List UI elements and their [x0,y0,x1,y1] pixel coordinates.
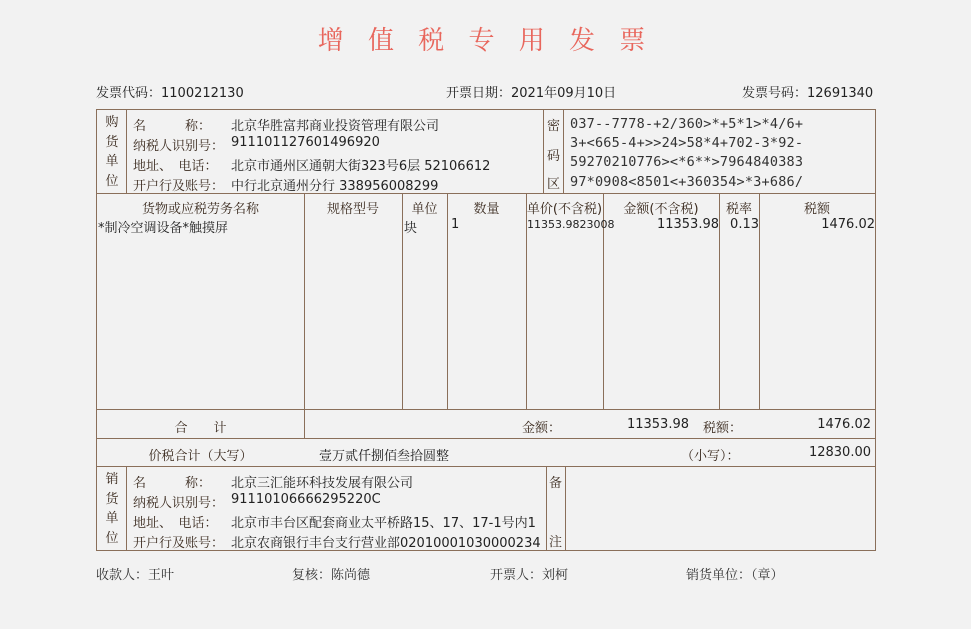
col-header-amount: 金额(不含税) [623,202,699,217]
seller-tax-id: 91110106666295220C [231,492,381,507]
buyer-address-label: 地址、 电话： [133,159,218,174]
seller-tax-id-label: 纳税人识别号： [133,496,225,511]
seller-side-label: 销 货 单 位 [105,472,119,546]
payee: 收款人：王叶 [96,568,175,583]
buyer-address: 北京市通州区通朝大街323号6层 52106612 [231,159,491,174]
item-name: *制冷空调设备*触摸屏 [98,221,229,236]
invoice-date: 开票日期：2021年09月10日 [446,86,617,101]
remark-label-1: 备 [549,476,563,491]
col-header-price: 单价(不含税) [526,202,603,217]
grand-total-small: 12830.00 [808,445,871,460]
buyer-tax-id: 911101127601496920 [231,135,380,150]
seller-seal: 销货单位：（章） [686,568,784,583]
cipher-line: 037--7778-+2/360>*+5*1>*4/6+ [570,116,804,132]
buyer-bank: 中行北京通州分行 338956008299 [231,179,439,194]
issuer: 开票人：刘柯 [490,568,569,583]
divider [543,110,544,193]
divider [563,110,564,193]
divider [97,409,875,410]
divider [447,193,448,409]
totals-tax: 1476.02 [817,417,871,432]
col-header-unit: 单位 [411,202,438,217]
remark-label-2: 注 [549,535,563,550]
item-rate: 0.13 [730,217,759,232]
totals-label: 合 计 [174,421,227,436]
cipher-label-2: 码 [547,149,561,164]
divider [304,193,305,438]
buyer-bank-label: 开户行及账号： [133,179,225,194]
buyer-side-label: 购 货 单 位 [105,115,119,189]
divider [97,466,875,467]
buyer-name-label: 名 称： [133,119,212,134]
divider [126,466,127,550]
divider [97,438,875,439]
col-header-qty: 数量 [473,202,500,217]
item-qty: 1 [451,217,460,232]
item-amount: 11353.98 [656,217,719,232]
invoice-number: 发票号码：12691340 [742,86,874,101]
invoice-table [96,109,876,551]
buyer-name: 北京华胜富邦商业投资管理有限公司 [231,119,440,134]
seller-address-label: 地址、 电话： [133,516,218,531]
divider [126,110,127,193]
invoice-title: 增 值 税 专 用 发 票 [317,26,654,56]
cipher-label-3: 区 [547,177,561,192]
item-tax: 1476.02 [821,217,875,232]
buyer-tax-id-label: 纳税人识别号： [133,139,225,154]
cipher-label-1: 密 [547,119,561,134]
totals-amount: 11353.98 [626,417,689,432]
seller-name-label: 名 称： [133,476,212,491]
seller-bank: 北京农商银行丰台支行营业部02010001030000234 [231,536,541,551]
seller-name: 北京三汇能环科技发展有限公司 [231,476,414,491]
grand-total-small-label: （小写）： [681,449,740,464]
divider [565,466,566,550]
cipher-line: 3+<665-4+>>24>58*4+702-3*92- [570,135,804,151]
seller-bank-label: 开户行及账号： [133,536,225,551]
cipher-line: 59270210776><*6**>7964840383 [570,154,804,170]
cipher-line: 97*0908<8501<+360354>*3+686/ [570,174,804,190]
col-header-name: 货物或应税劳务名称 [141,202,259,217]
seller-address: 北京市丰台区配套商业太平桥路15、17、17-1号内1 [231,516,536,531]
invoice-code: 发票代码：1100212130 [96,86,244,101]
item-price: 11353.9823008 [527,218,615,231]
reviewer: 复核：陈尚德 [292,568,371,583]
divider [402,193,403,409]
totals-tax-label: 税额： [703,421,743,436]
divider [546,466,547,550]
col-header-spec: 规格型号 [326,202,379,217]
col-header-tax: 税额 [803,202,830,217]
grand-total-words: 壹万贰仟捌佰叁拾圆整 [319,449,450,464]
totals-amount-label: 金额： [522,421,562,436]
item-unit: 块 [404,221,418,236]
grand-total-label: 价税合计（大写） [148,449,253,464]
col-header-rate: 税率 [725,202,752,217]
